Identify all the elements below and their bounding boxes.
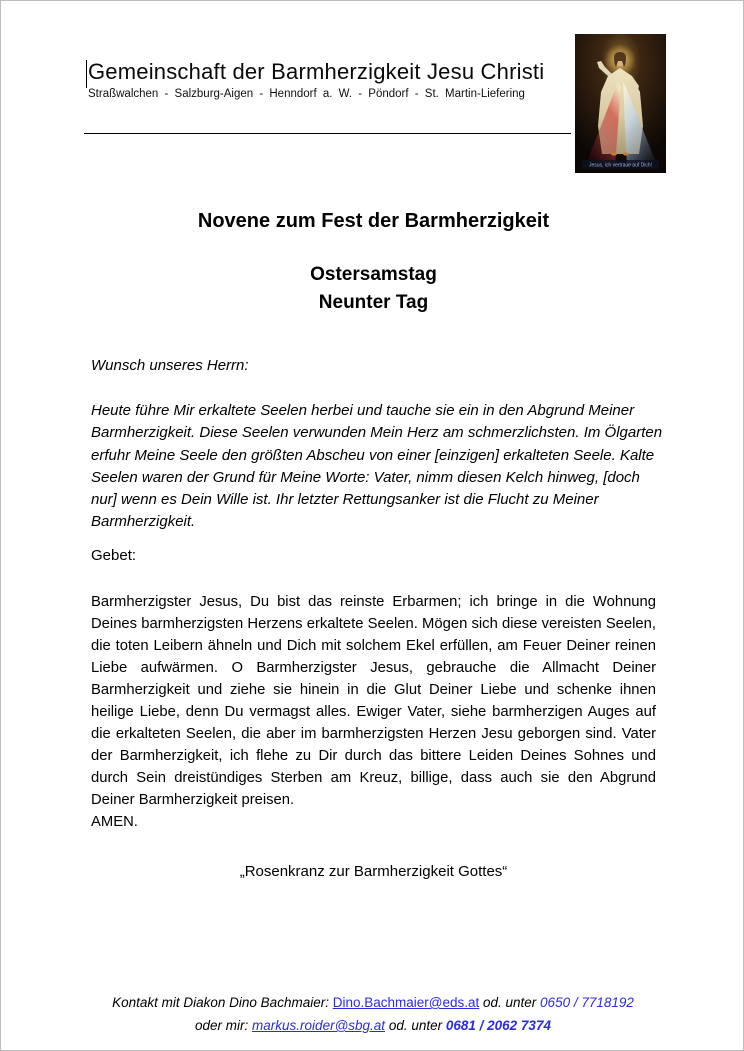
contact2-middle: od. unter [385,1018,446,1033]
wish-heading: Wunsch unseres Herrn: [91,357,249,374]
wish-paragraph: Heute führe Mir erkaltete Seelen herbei und tauche sie ein in den Abgrund Meiner Barmherzigkeit. Diese Seelen verwunden Mein Herz am schmerzlichsten. Im Ölgarten erfuhr Meine Seele den größten Abscheu von einer [einzigen] erkalteten Seele. Kalte Seelen waren der Grund für Meine Worte: Vater, nimm diesen Kelch hinweg, [doch nur] wenn es Dein Wille ist. Ihr letzter Rettungsanker ist die Flucht zu Meiner Barmherzigkeit. [91,402,663,531]
contact2-prefix: oder mir: [195,1018,253,1033]
prayer-heading: Gebet: [91,547,137,564]
foot-left [611,152,617,155]
prayer-paragraph: Barmherzigster Jesus, Du bist das reinste Erbarmen; ich bringe in die Wohnung Deines barmherzigsten Herzens erkaltete Seelen. Mögen sich diese vereisten Seelen, die toten Leibern ähneln und Dich mit solchem Ekel erfüllen, am Feuer Deiner reinen Liebe aufwärmen. O Barmherzigster Jesus, gebrauche die Allmacht Deiner Barmherzigkeit und ziehe sie hinein in die Glut Deiner Liebe und schenke ihnen heilige Liebe, denn Du vermagst alles. Ewiger Vater, siehe barmherzigen Auges auf die erkalteten Seelen, die aber im barmherzigsten Herzen Jesu geborgen sind. Vater der Barmherzigkeit, ich flehe zu Dir durch das bittere Leiden Deines Sohnes und durch Sein dreistündiges Sterben am Kreuz, billige, dass auch sie den Abgrund Deiner Barmherzigkeit preisen. [91,594,656,808]
prayer-block [91,591,656,833]
rosary-quote: „Rosenkranz zur Barmherzigkeit Gottes“ [239,863,508,880]
contact-line-1 [1,991,744,1014]
divine-mercy-image [575,34,666,173]
contact1-prefix: Kontakt mit Diakon Dino Bachmaier: [112,995,333,1010]
email-link-markus[interactable]: markus.roider@sbg.at [252,1018,386,1033]
foot-right [623,152,629,155]
text-cursor [86,60,87,88]
header-divider [84,133,571,134]
organization-locations: Straßwalchen - Salzburg-Aigen - Henndorf a. W. - Pöndorf - St. Martin-Liefering [88,88,525,100]
amen-line: AMEN. [91,814,138,830]
document-title: Novene zum Fest der Barmherzigkeit [197,210,550,232]
contact-line-2 [1,1014,744,1037]
letterhead [88,59,544,100]
phone-number-2: 0681 / 2062 7374 [445,1018,551,1033]
day-line-ostersamstag: Ostersamstag [310,264,437,285]
phone-number-1: 0650 / 7718192 [540,995,634,1010]
email-link-dino[interactable]: Dino.Bachmaier@eds.at [332,995,480,1010]
organization-name: Gemeinschaft der Barmherzigkeit Jesu Christi [88,59,545,84]
contact-footer [1,991,744,1037]
day-line-neunter-tag: Neunter Tag [318,292,429,313]
contact1-middle: od. unter [479,995,541,1010]
day-heading [91,261,656,317]
image-caption: Jesus, ich vertraue auf Dich! [588,162,653,169]
